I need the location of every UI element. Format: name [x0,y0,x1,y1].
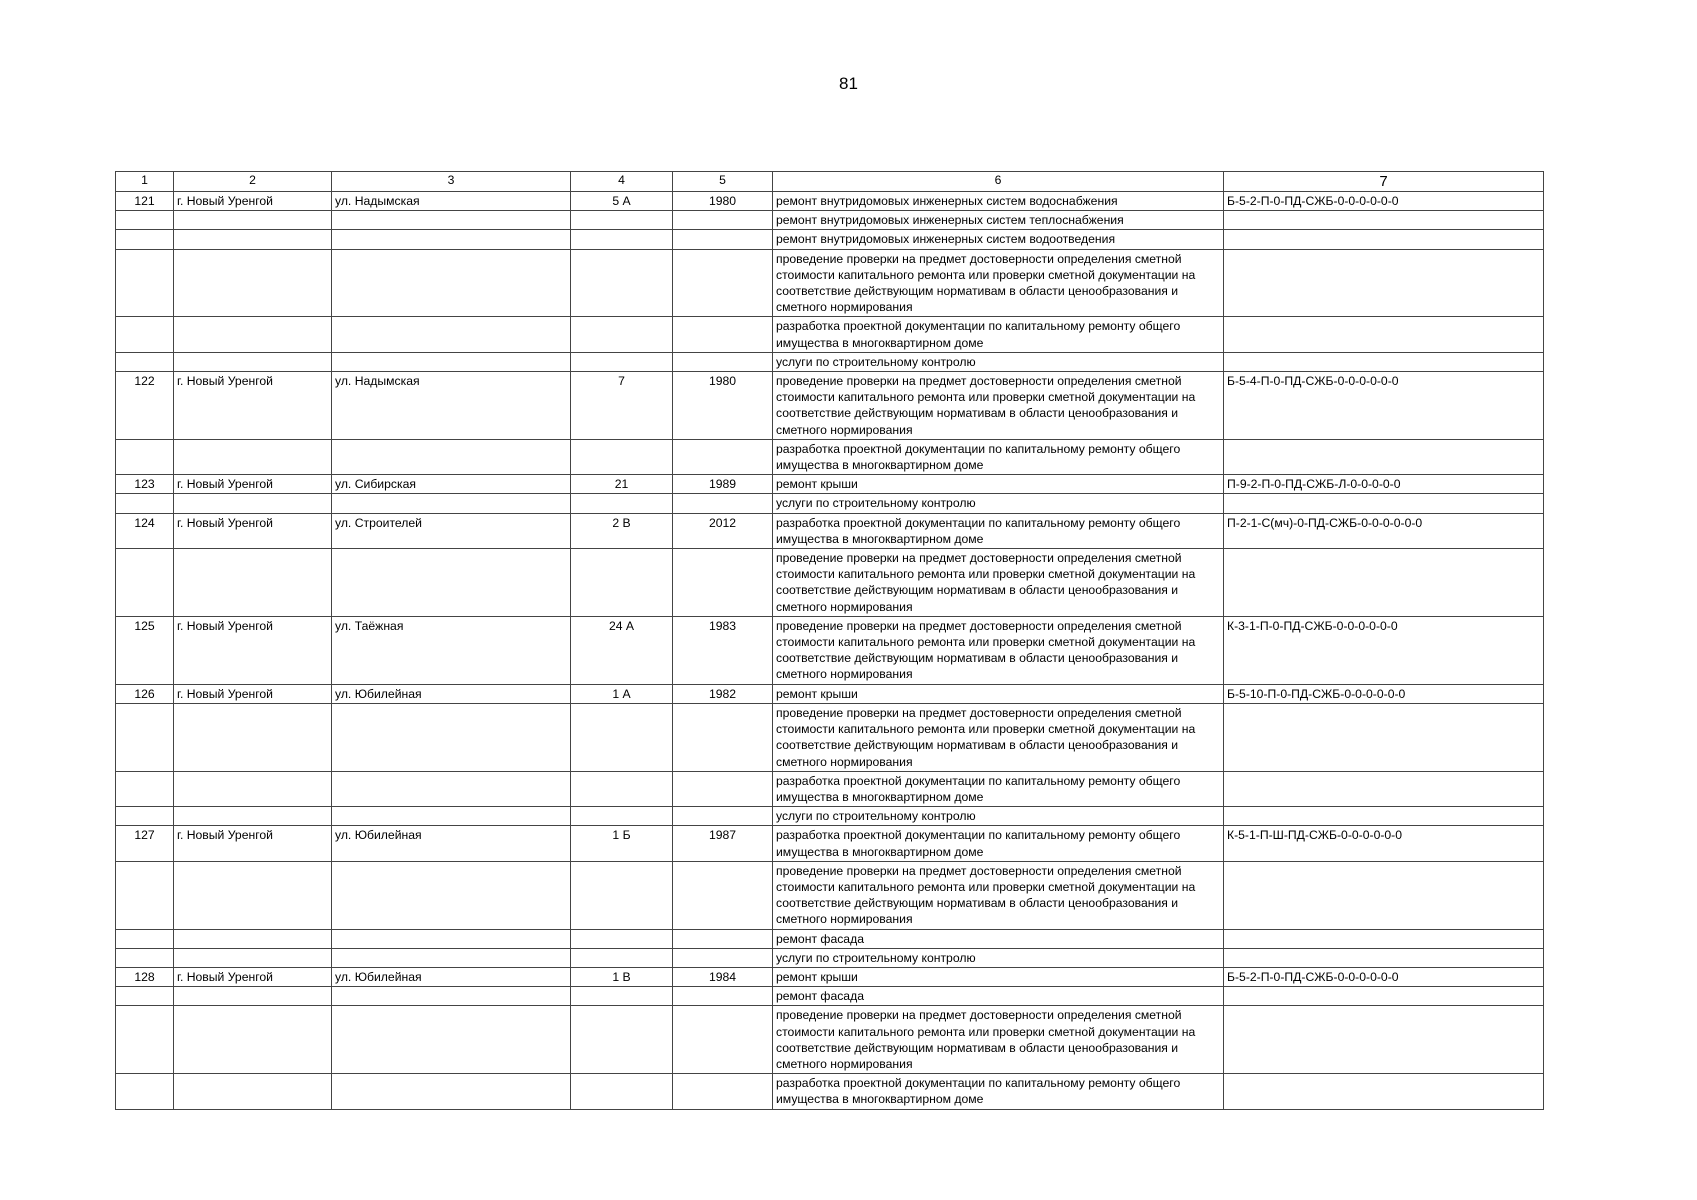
row-number [116,317,174,352]
table-row [116,948,1544,967]
city-cell: г. Новый Уренгой [174,192,332,211]
city-cell [174,494,332,513]
code-cell: К-3-1-П-0-ПД-СЖБ-0-0-0-0-0-0 [1224,616,1544,684]
row-number: 123 [116,475,174,494]
row-number [116,549,174,617]
house-cell [571,703,673,771]
year-cell: 1983 [673,616,773,684]
year-cell [673,861,773,929]
year-cell [673,230,773,249]
code-cell [1224,230,1544,249]
table-row [116,684,1544,703]
code-cell [1224,494,1544,513]
house-cell: 1 В [571,967,673,986]
house-cell: 1 Б [571,826,673,861]
house-cell [571,211,673,230]
work-cell: разработка проектной документации по капитальному ремонту общего имущества в многоквартирном доме [773,826,1224,861]
table-body [116,192,1544,1110]
city-cell [174,987,332,1006]
year-cell: 2012 [673,513,773,548]
house-cell [571,249,673,317]
city-cell [174,549,332,617]
code-cell [1224,211,1544,230]
street-cell [332,948,571,967]
table-row [116,513,1544,548]
header-col-5: 5 [673,172,773,192]
city-cell: г. Новый Уренгой [174,967,332,986]
work-cell: проведение проверки на предмет достоверности определения сметной стоимости капитального ремонта или проверки сметной документации на соответствие действующим нормативам в области ценообразования и сметного нормирования [773,372,1224,440]
house-cell: 5 А [571,192,673,211]
year-cell [673,703,773,771]
house-cell [571,929,673,948]
house-cell [571,948,673,967]
street-cell: ул. Сибирская [332,475,571,494]
city-cell [174,1006,332,1074]
row-number [116,249,174,317]
table-row [116,549,1544,617]
year-cell [673,929,773,948]
row-number [116,807,174,826]
city-cell [174,807,332,826]
work-cell: проведение проверки на предмет достоверности определения сметной стоимости капитального ремонта или проверки сметной документации на соответствие действующим нормативам в области ценообразования и сметного нормирования [773,703,1224,771]
year-cell [673,317,773,352]
year-cell [673,352,773,371]
street-cell [332,807,571,826]
street-cell [332,211,571,230]
house-cell [571,317,673,352]
row-number [116,987,174,1006]
house-cell [571,439,673,474]
city-cell [174,929,332,948]
year-cell [673,987,773,1006]
house-cell [571,549,673,617]
year-cell [673,807,773,826]
row-number [116,861,174,929]
house-cell: 1 А [571,684,673,703]
street-cell [332,249,571,317]
work-cell: ремонт внутридомовых инженерных систем водоснабжения [773,192,1224,211]
row-number: 125 [116,616,174,684]
code-cell: Б-5-4-П-0-ПД-СЖБ-0-0-0-0-0-0 [1224,372,1544,440]
code-cell [1224,861,1544,929]
row-number [116,929,174,948]
code-cell [1224,987,1544,1006]
table-row [116,929,1544,948]
city-cell [174,249,332,317]
city-cell [174,948,332,967]
work-cell: ремонт внутридомовых инженерных систем теплоснабжения [773,211,1224,230]
street-cell: ул. Юбилейная [332,826,571,861]
table-row [116,616,1544,684]
city-cell [174,861,332,929]
year-cell: 1989 [673,475,773,494]
street-cell: ул. Юбилейная [332,967,571,986]
table-row [116,771,1544,806]
header-col-1: 1 [116,172,174,192]
work-cell: ремонт крыши [773,475,1224,494]
row-number: 127 [116,826,174,861]
street-cell: ул. Надымская [332,372,571,440]
city-cell: г. Новый Уренгой [174,826,332,861]
city-cell [174,771,332,806]
work-cell: ремонт фасада [773,929,1224,948]
work-cell: проведение проверки на предмет достоверности определения сметной стоимости капитального ремонта или проверки сметной документации на соответствие действующим нормативам в области ценообразования и сметного нормирования [773,861,1224,929]
year-cell [673,439,773,474]
row-number [116,771,174,806]
house-cell [571,230,673,249]
row-number [116,703,174,771]
year-cell [673,249,773,317]
work-cell: ремонт фасада [773,987,1224,1006]
work-cell: услуги по строительному контролю [773,494,1224,513]
year-cell [673,1006,773,1074]
city-cell: г. Новый Уренгой [174,513,332,548]
row-number [116,1074,174,1109]
work-cell: ремонт крыши [773,684,1224,703]
table-row [116,807,1544,826]
house-cell [571,861,673,929]
header-col-7: 7 [1224,172,1544,192]
work-cell: услуги по строительному контролю [773,948,1224,967]
row-number [116,494,174,513]
code-cell: П-9-2-П-0-ПД-СЖБ-Л-0-0-0-0-0 [1224,475,1544,494]
header-col-3: 3 [332,172,571,192]
code-cell [1224,317,1544,352]
street-cell [332,1074,571,1109]
year-cell [673,1074,773,1109]
house-cell [571,494,673,513]
house-cell: 7 [571,372,673,440]
city-cell: г. Новый Уренгой [174,372,332,440]
street-cell [332,352,571,371]
code-cell [1224,948,1544,967]
code-cell [1224,352,1544,371]
work-cell: разработка проектной документации по капитальному ремонту общего имущества в многоквартирном доме [773,771,1224,806]
header-col-2: 2 [174,172,332,192]
year-cell [673,549,773,617]
row-number [116,211,174,230]
table-row [116,372,1544,440]
code-cell [1224,1074,1544,1109]
page-number: 81 [839,74,858,93]
table-row [116,352,1544,371]
row-number [116,439,174,474]
work-cell: разработка проектной документации по капитальному ремонту общего имущества в многоквартирном доме [773,513,1224,548]
year-cell: 1980 [673,372,773,440]
street-cell: ул. Юбилейная [332,684,571,703]
code-cell [1224,807,1544,826]
street-cell [332,230,571,249]
works-table [115,171,1544,1110]
table-row [116,861,1544,929]
code-cell: Б-5-2-П-0-ПД-СЖБ-0-0-0-0-0-0 [1224,192,1544,211]
table-row [116,230,1544,249]
work-cell: ремонт внутридомовых инженерных систем водоотведения [773,230,1224,249]
table-row [116,192,1544,211]
code-cell [1224,703,1544,771]
table-row [116,826,1544,861]
city-cell [174,1074,332,1109]
city-cell [174,703,332,771]
year-cell: 1984 [673,967,773,986]
house-cell [571,987,673,1006]
header-row [116,172,1544,192]
street-cell [332,861,571,929]
street-cell [332,987,571,1006]
table-row [116,967,1544,986]
code-cell [1224,439,1544,474]
table-row [116,249,1544,317]
house-cell [571,807,673,826]
work-cell: проведение проверки на предмет достоверности определения сметной стоимости капитального ремонта или проверки сметной документации на соответствие действующим нормативам в области ценообразования и сметного нормирования [773,1006,1224,1074]
table-row [116,987,1544,1006]
row-number: 121 [116,192,174,211]
year-cell: 1980 [673,192,773,211]
year-cell: 1987 [673,826,773,861]
year-cell [673,211,773,230]
street-cell: ул. Таёжная [332,616,571,684]
street-cell: ул. Надымская [332,192,571,211]
city-cell [174,439,332,474]
street-cell [332,1006,571,1074]
street-cell [332,549,571,617]
row-number [116,230,174,249]
code-cell: Б-5-10-П-0-ПД-СЖБ-0-0-0-0-0-0 [1224,684,1544,703]
work-cell: разработка проектной документации по капитальному ремонту общего имущества в многоквартирном доме [773,439,1224,474]
row-number: 128 [116,967,174,986]
table-row [116,475,1544,494]
table-row [116,211,1544,230]
table-row [116,1006,1544,1074]
code-cell: П-2-1-С(мч)-0-ПД-СЖБ-0-0-0-0-0-0 [1224,513,1544,548]
street-cell [332,929,571,948]
row-number: 122 [116,372,174,440]
work-cell: проведение проверки на предмет достоверности определения сметной стоимости капитального ремонта или проверки сметной документации на соответствие действующим нормативам в области ценообразования и сметного нормирования [773,549,1224,617]
work-cell: проведение проверки на предмет достоверности определения сметной стоимости капитального ремонта или проверки сметной документации на соответствие действующим нормативам в области ценообразования и сметного нормирования [773,616,1224,684]
code-cell [1224,249,1544,317]
table-row [116,1074,1544,1109]
house-cell [571,1074,673,1109]
row-number [116,352,174,371]
year-cell: 1982 [673,684,773,703]
table-row [116,494,1544,513]
table-row [116,703,1544,771]
city-cell: г. Новый Уренгой [174,684,332,703]
header-col-6: 6 [773,172,1224,192]
work-cell: услуги по строительному контролю [773,352,1224,371]
code-cell: К-5-1-П-Ш-ПД-СЖБ-0-0-0-0-0-0 [1224,826,1544,861]
year-cell [673,771,773,806]
street-cell [332,703,571,771]
code-cell [1224,929,1544,948]
work-cell: разработка проектной документации по капитальному ремонту общего имущества в многоквартирном доме [773,317,1224,352]
row-number [116,948,174,967]
code-cell: Б-5-2-П-0-ПД-СЖБ-0-0-0-0-0-0 [1224,967,1544,986]
row-number: 124 [116,513,174,548]
work-cell: проведение проверки на предмет достоверности определения сметной стоимости капитального ремонта или проверки сметной документации на соответствие действующим нормативам в области ценообразования и сметного нормирования [773,249,1224,317]
city-cell: г. Новый Уренгой [174,475,332,494]
city-cell [174,352,332,371]
table-row [116,439,1544,474]
work-cell: услуги по строительному контролю [773,807,1224,826]
house-cell: 24 А [571,616,673,684]
table-row [116,317,1544,352]
row-number [116,1006,174,1074]
house-cell: 2 В [571,513,673,548]
house-cell [571,771,673,806]
header-col-4: 4 [571,172,673,192]
city-cell: г. Новый Уренгой [174,616,332,684]
street-cell [332,494,571,513]
city-cell [174,230,332,249]
house-cell [571,1006,673,1074]
city-cell [174,317,332,352]
city-cell [174,211,332,230]
work-cell: разработка проектной документации по капитальному ремонту общего имущества в многоквартирном доме [773,1074,1224,1109]
street-cell: ул. Строителей [332,513,571,548]
street-cell [332,771,571,806]
house-cell: 21 [571,475,673,494]
house-cell [571,352,673,371]
street-cell [332,439,571,474]
code-cell [1224,771,1544,806]
street-cell [332,317,571,352]
work-cell: ремонт крыши [773,967,1224,986]
code-cell [1224,549,1544,617]
year-cell [673,494,773,513]
code-cell [1224,1006,1544,1074]
year-cell [673,948,773,967]
row-number: 126 [116,684,174,703]
